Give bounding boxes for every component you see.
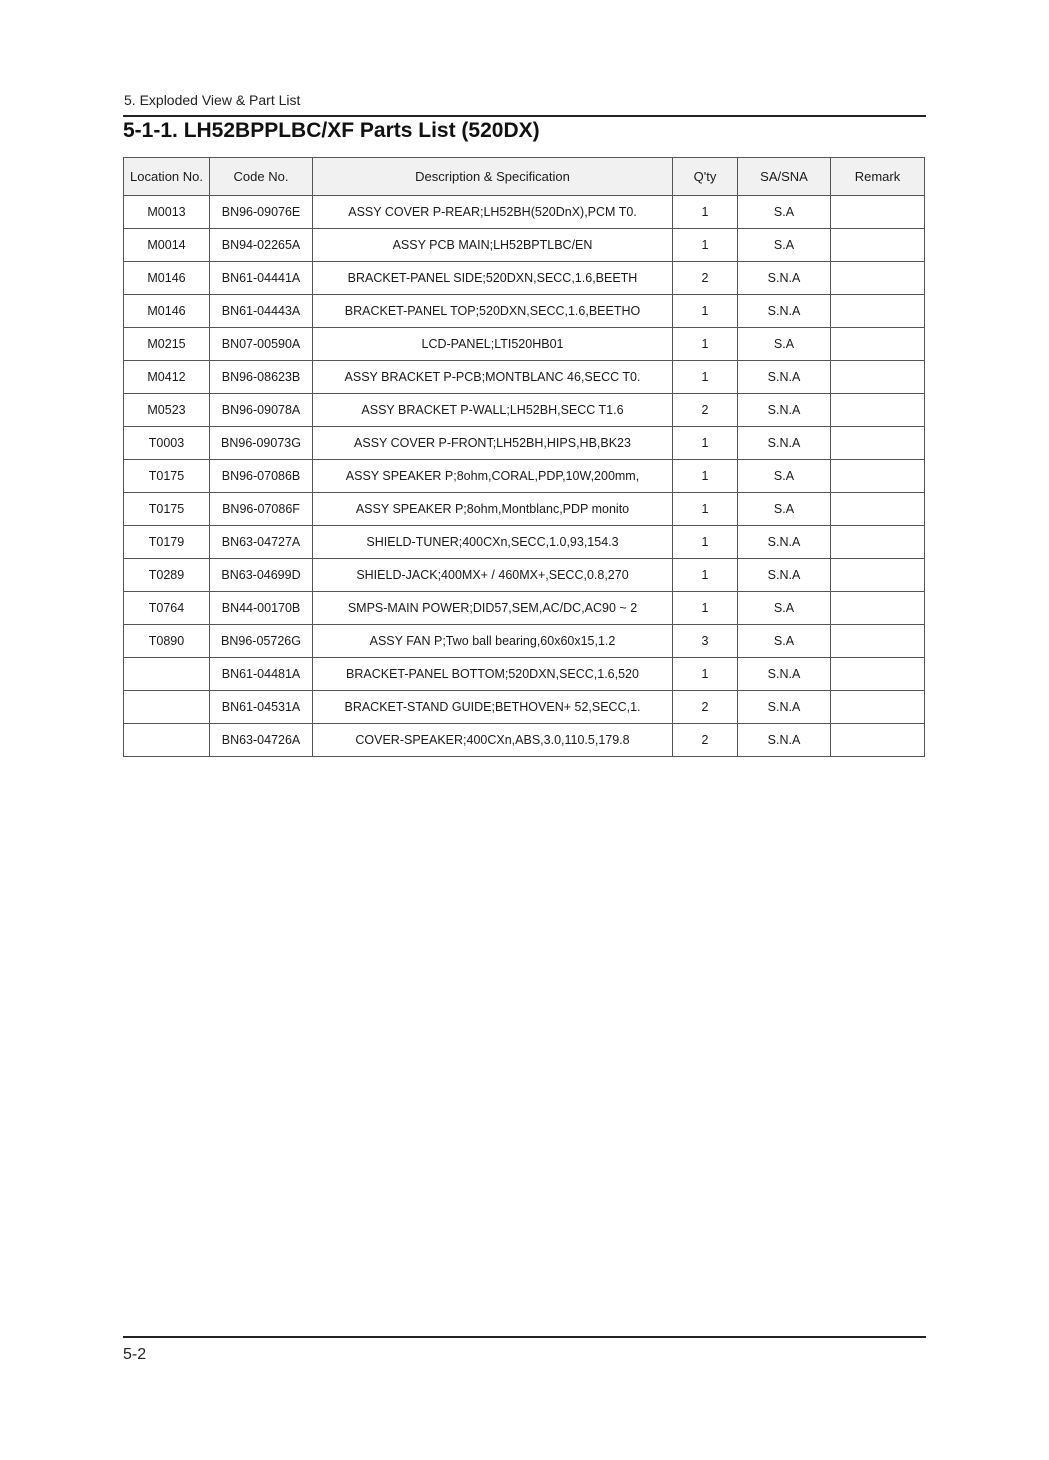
cell-remark [831, 559, 925, 592]
cell-qty: 3 [673, 625, 738, 658]
cell-code: BN63-04727A [210, 526, 313, 559]
cell-remark [831, 592, 925, 625]
cell-description: BRACKET-STAND GUIDE;BETHOVEN+ 52,SECC,1. [313, 691, 673, 724]
cell-description: ASSY COVER P-FRONT;LH52BH,HIPS,HB,BK23 [313, 427, 673, 460]
cell-remark [831, 328, 925, 361]
cell-qty: 2 [673, 691, 738, 724]
cell-sa-sna: S.A [738, 328, 831, 361]
page-title: 5-1-1. LH52BPPLBC/XF Parts List (520DX) [123, 119, 540, 142]
cell-code: BN96-05726G [210, 625, 313, 658]
table-row [124, 625, 925, 658]
table-header-row [124, 158, 925, 196]
column-header-description: Description & Specification [313, 158, 673, 196]
cell-remark [831, 526, 925, 559]
table-row [124, 196, 925, 229]
cell-qty: 1 [673, 196, 738, 229]
cell-remark [831, 427, 925, 460]
column-header-code: Code No. [210, 158, 313, 196]
cell-sa-sna: S.N.A [738, 262, 831, 295]
table-row [124, 559, 925, 592]
table-row [124, 361, 925, 394]
table-row [124, 691, 925, 724]
table-row [124, 724, 925, 757]
cell-sa-sna: S.N.A [738, 394, 831, 427]
cell-remark [831, 724, 925, 757]
cell-code: BN61-04481A [210, 658, 313, 691]
cell-description: SMPS-MAIN POWER;DID57,SEM,AC/DC,AC90 ~ 2 [313, 592, 673, 625]
cell-qty: 2 [673, 724, 738, 757]
cell-location: T0175 [124, 460, 210, 493]
cell-code: BN07-00590A [210, 328, 313, 361]
cell-sa-sna: S.N.A [738, 724, 831, 757]
cell-sa-sna: S.N.A [738, 658, 831, 691]
cell-location: T0179 [124, 526, 210, 559]
cell-qty: 1 [673, 427, 738, 460]
cell-code: BN96-09073G [210, 427, 313, 460]
cell-description: SHIELD-TUNER;400CXn,SECC,1.0,93,154.3 [313, 526, 673, 559]
cell-qty: 1 [673, 592, 738, 625]
cell-location [124, 658, 210, 691]
cell-location [124, 691, 210, 724]
cell-location: M0146 [124, 295, 210, 328]
cell-description: ASSY SPEAKER P;8ohm,CORAL,PDP,10W,200mm, [313, 460, 673, 493]
cell-remark [831, 196, 925, 229]
table-row [124, 328, 925, 361]
cell-remark [831, 691, 925, 724]
cell-code: BN61-04531A [210, 691, 313, 724]
cell-code: BN96-07086F [210, 493, 313, 526]
table-row [124, 460, 925, 493]
table-row [124, 229, 925, 262]
cell-qty: 1 [673, 493, 738, 526]
cell-location: M0013 [124, 196, 210, 229]
header-divider [123, 115, 926, 117]
cell-description: BRACKET-PANEL SIDE;520DXN,SECC,1.6,BEETH [313, 262, 673, 295]
cell-code: BN63-04699D [210, 559, 313, 592]
cell-code: BN96-08623B [210, 361, 313, 394]
cell-remark [831, 295, 925, 328]
cell-remark [831, 361, 925, 394]
cell-location: M0215 [124, 328, 210, 361]
cell-description: ASSY PCB MAIN;LH52BPTLBC/EN [313, 229, 673, 262]
cell-location: T0764 [124, 592, 210, 625]
cell-code: BN96-07086B [210, 460, 313, 493]
cell-sa-sna: S.N.A [738, 559, 831, 592]
table-row [124, 427, 925, 460]
cell-sa-sna: S.A [738, 625, 831, 658]
cell-location: M0014 [124, 229, 210, 262]
cell-qty: 1 [673, 559, 738, 592]
cell-qty: 1 [673, 361, 738, 394]
cell-qty: 1 [673, 328, 738, 361]
parts-table [123, 157, 925, 757]
cell-qty: 2 [673, 262, 738, 295]
cell-sa-sna: S.A [738, 229, 831, 262]
cell-description: ASSY SPEAKER P;8ohm,Montblanc,PDP monito [313, 493, 673, 526]
cell-description: ASSY BRACKET P-PCB;MONTBLANC 46,SECC T0. [313, 361, 673, 394]
cell-code: BN44-00170B [210, 592, 313, 625]
cell-location: M0412 [124, 361, 210, 394]
cell-qty: 1 [673, 229, 738, 262]
cell-code: BN94-02265A [210, 229, 313, 262]
cell-location [124, 724, 210, 757]
cell-qty: 1 [673, 295, 738, 328]
column-header-remark: Remark [831, 158, 925, 196]
cell-code: BN61-04441A [210, 262, 313, 295]
cell-description: BRACKET-PANEL BOTTOM;520DXN,SECC,1.6,520 [313, 658, 673, 691]
cell-sa-sna: S.N.A [738, 295, 831, 328]
cell-description: COVER-SPEAKER;400CXn,ABS,3.0,110.5,179.8 [313, 724, 673, 757]
table-row [124, 262, 925, 295]
cell-code: BN96-09078A [210, 394, 313, 427]
parts-table-body [124, 196, 925, 757]
cell-description: ASSY FAN P;Two ball bearing,60x60x15,1.2 [313, 625, 673, 658]
cell-description: BRACKET-PANEL TOP;520DXN,SECC,1.6,BEETHO [313, 295, 673, 328]
page-number: 5-2 [123, 1346, 147, 1363]
cell-location: T0890 [124, 625, 210, 658]
cell-location: T0175 [124, 493, 210, 526]
cell-description: ASSY COVER P-REAR;LH52BH(520DnX),PCM T0. [313, 196, 673, 229]
column-header-location: Location No. [124, 158, 210, 196]
cell-remark [831, 262, 925, 295]
cell-remark [831, 394, 925, 427]
cell-remark [831, 625, 925, 658]
column-header-sa-sna: SA/SNA [738, 158, 831, 196]
cell-qty: 1 [673, 658, 738, 691]
cell-code: BN96-09076E [210, 196, 313, 229]
cell-qty: 2 [673, 394, 738, 427]
cell-sa-sna: S.N.A [738, 427, 831, 460]
cell-location: T0003 [124, 427, 210, 460]
cell-description: ASSY BRACKET P-WALL;LH52BH,SECC T1.6 [313, 394, 673, 427]
cell-sa-sna: S.A [738, 592, 831, 625]
table-row [124, 394, 925, 427]
cell-location: M0146 [124, 262, 210, 295]
table-row [124, 295, 925, 328]
cell-sa-sna: S.A [738, 196, 831, 229]
cell-sa-sna: S.N.A [738, 691, 831, 724]
cell-sa-sna: S.N.A [738, 361, 831, 394]
cell-code: BN61-04443A [210, 295, 313, 328]
cell-description: SHIELD-JACK;400MX+ / 460MX+,SECC,0.8,270 [313, 559, 673, 592]
cell-description: LCD-PANEL;LTI520HB01 [313, 328, 673, 361]
footer-divider [123, 1336, 926, 1338]
cell-code: BN63-04726A [210, 724, 313, 757]
cell-sa-sna: S.A [738, 493, 831, 526]
cell-remark [831, 229, 925, 262]
cell-location: T0289 [124, 559, 210, 592]
section-label: 5. Exploded View & Part List [124, 92, 301, 108]
cell-sa-sna: S.N.A [738, 526, 831, 559]
table-row [124, 592, 925, 625]
cell-qty: 1 [673, 460, 738, 493]
cell-remark [831, 493, 925, 526]
cell-remark [831, 658, 925, 691]
cell-location: M0523 [124, 394, 210, 427]
column-header-qty: Q'ty [673, 158, 738, 196]
cell-sa-sna: S.A [738, 460, 831, 493]
table-row [124, 526, 925, 559]
cell-remark [831, 460, 925, 493]
table-row [124, 493, 925, 526]
cell-qty: 1 [673, 526, 738, 559]
table-row [124, 658, 925, 691]
